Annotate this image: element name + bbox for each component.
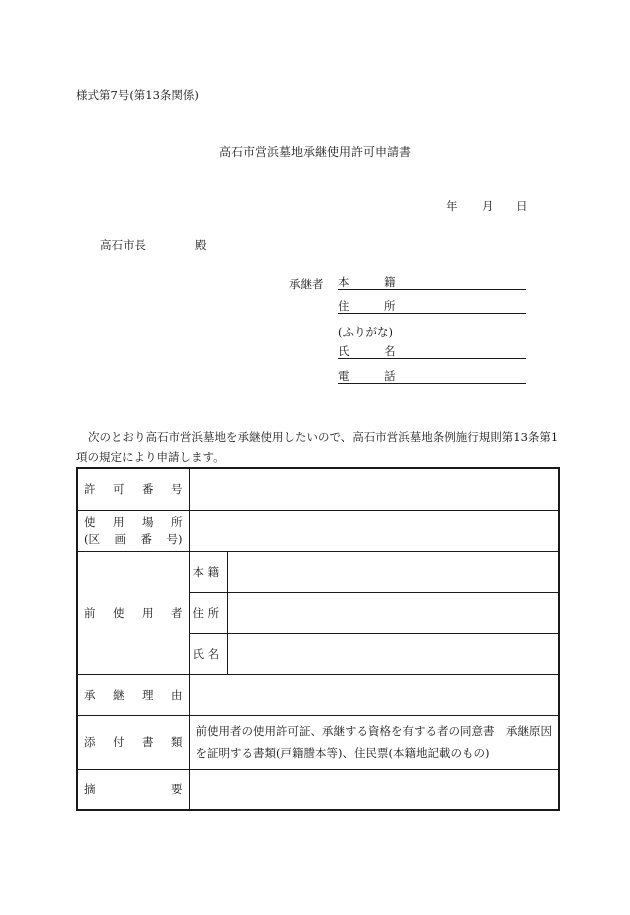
attachments-text: 前使用者の使用許可証、承継する資格を有する者の同意書 承継原因を証明する書類(戸籍謄本等)、住民票(本籍地記載のもの) [189,715,559,769]
jusho-field[interactable] [338,298,526,314]
usage-place-value[interactable] [189,510,559,551]
label-char: 継 [113,687,125,702]
remarks-value[interactable] [189,769,559,810]
label-char: 理 [142,687,154,702]
label-char: 可 [113,482,125,497]
honseki-label-1: 本 [338,275,350,289]
label-char: 番 [140,531,152,546]
date-year-label: 年 [446,199,458,213]
label-char: 画 [114,531,126,546]
application-statement: 次のとおり高石市営浜墓地を承継使用したいので、高石市営浜墓地条例施行規則第13条第1項の規定により申請します。 [76,430,559,464]
label-char: 承 [84,687,96,702]
label-char: 所 [171,514,183,529]
jusho-label-2: 所 [384,299,396,313]
label-char: 前 [84,605,96,620]
label-char: 付 [113,735,125,749]
label-char: (区 [84,531,100,546]
table-row [77,715,559,769]
previous-user-label [77,551,189,674]
honseki-label-2: 籍 [384,275,396,289]
date-day-label: 日 [516,199,528,213]
label-char: 号 [171,482,183,497]
prev-honseki-value[interactable] [227,551,559,592]
table-row [77,674,559,715]
shimei-field[interactable] [338,343,526,359]
prev-shimei-label: 氏 名 [189,633,227,674]
prev-jusho-value[interactable] [227,592,559,633]
permit-number-label [77,468,189,510]
label-char: 号) [166,531,183,546]
table-row [77,551,559,592]
recipient-name: 高石市長 [100,238,146,252]
label-char: 要 [171,782,183,797]
jusho-label-1: 住 [338,299,350,313]
usage-place-label [77,510,189,551]
shimei-label-2: 名 [384,344,396,358]
label-char: 添 [84,735,96,749]
prev-jusho-label: 住 所 [189,592,227,633]
attachments-label [77,715,189,769]
denwa-field[interactable] [338,368,526,384]
label-char: 使 [84,514,96,529]
label-char: 場 [142,514,154,529]
date-month-label: 月 [482,199,494,213]
remarks-label [77,769,189,810]
label-char: 書 [142,735,154,749]
document-title: 高石市営浜墓地承継使用許可申請書 [218,145,411,159]
succession-reason-label [77,674,189,715]
honseki-field[interactable] [338,274,526,290]
table-row [77,510,559,551]
table-row [77,769,559,810]
permit-number-value[interactable] [189,468,559,510]
label-char: 者 [171,605,183,620]
label-char: 用 [113,514,125,529]
furigana-label: (ふりがな) [338,325,393,339]
recipient-honorific: 殿 [195,238,207,252]
label-char: 許 [84,482,96,497]
prev-honseki-label: 本 籍 [189,551,227,592]
denwa-label-2: 話 [384,369,396,383]
prev-shimei-value[interactable] [227,633,559,674]
succession-reason-value[interactable] [189,674,559,715]
table-row [77,468,559,510]
label-char: 摘 [84,782,96,797]
label-char: 類 [171,735,183,749]
denwa-label-1: 電 [338,369,350,383]
successor-label: 承継者 [289,277,324,291]
label-char: 番 [142,482,154,497]
label-char: 用 [142,605,154,620]
form-number: 様式第7号(第13条関係) [76,88,199,102]
application-table [76,467,560,811]
label-char: 使 [113,605,125,620]
label-char: 由 [171,687,183,702]
shimei-label-1: 氏 [338,344,350,358]
